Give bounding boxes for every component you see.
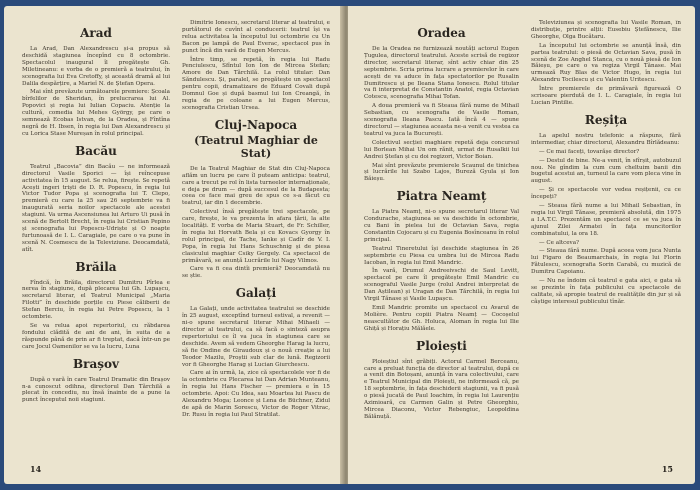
article-paragraph: Mai sînt prevăzute următoarele premiere: Școala bîrfelilor de Sheridan, în prelucrarea lui Al. Popovici și regia lui Iulian Copaciu. Atenție la cultură, comedia lui Mehes György, pe care o semnează Ecobas Istvan, de la Oradea, și Fîntîna negră de H. Ibsen, în regia lui Dan Alexandrescu și cu Lorica Stase Mureșan în rolul principal. bbox=[22, 89, 170, 137]
section-heading: Piatra Neamț bbox=[396, 189, 487, 204]
article-paragraph: Teatrul „Bacovia” din Bacău — ne informează directorul Vasile Sporici — își reîncepuse activitatea în 15 august. Se relua, firește. Se repetă Acești ingeri triști de D. R. Popescu, în regia lui Victor Tudor Popa și scenografia lui T. Clepo, premieră cu care la 25 sau 26 septembrie va fi inaugurată seria noilor spectacole ale acestei stagiuni. Va urma Ascensiunea lui Arturo Ui pusă în scenă de Bertolt Brecht, în regia lui Cristian Pepino și scenografia lui Popescu-Udriște și O noapte furtunoasă de I. L. Caragiale, pe care o va pune în scenă N. Cosmescu de la Televiziune. Deocamdată, atît. bbox=[22, 163, 170, 253]
section-heading: Brăila bbox=[75, 259, 117, 274]
section-heading: Bacău bbox=[75, 143, 117, 158]
right-page-column-2 bbox=[531, 20, 681, 460]
article-paragraph: După o vară în care Teatrul Dramatic din Brașov n-a cunoscut odihna, directorul Dan Tărchilă a plecat în concediu, nu însă înainte de a pune la punct începutul noii stagiuni. bbox=[22, 376, 170, 404]
article-paragraph: — Steaua fără nume. După aceea vom juca Nunta lui Figaro de Beaumarchais, în regia lui Florin Fătulescu, scenografia Sorin Carabă, cu muzică de Dumitru Capoianu. bbox=[531, 248, 681, 276]
article-paragraph: Colectivul însă pregătește trei spectacole, pe care, firește, le va prezenta în afara țării, la alte localități. E vorba de Maria Stuart, de Fr. Schiller, în regia lui Horvath Bela și cu Kovacs Gyorgy în rolul principal, de Tache, Ianke și Cadîr de V. I. Popa, în regia lui Hans Schuschnig și de piesa clasicului maghiar Csiky Gergely. Ca spectacol de primăvară, se anunță Lucrările lui Nagy Vilmos. bbox=[182, 209, 330, 264]
right-page bbox=[348, 6, 695, 484]
article-paragraph: Se va relua apoi repertoriul, cu răbdarea fondului clădită de ani de ani, în suita de a răspunde până de prin ar fi treptat, dacă într-un pe care Jocul Oamenilor se va la lucru, Luna bbox=[22, 323, 170, 350]
article-paragraph: Televiziunea și scenografia lui Vasile Roman, în distribuție, printre alții: Eusebiu Ștefănescu, Ilie Gheorghe, Olga Bucătaru. bbox=[531, 20, 681, 40]
section-heading: Ploiești bbox=[416, 338, 467, 353]
page-number-right: 15 bbox=[661, 464, 673, 474]
article-paragraph: În vară, Drumul Andreeivschi de Saul Levitt, spectacol pe care îl pregătește Emil Mandric cu scenograful Vasile Jurge (rolul Andrei interpretat de Dan Aștilean) și Uragan de Dan Tărchilă, în regia lui Virgil Tănase și Vasile Lupașcu. bbox=[364, 268, 519, 303]
left-page-column-1 bbox=[22, 20, 170, 460]
section-heading: Brașov bbox=[73, 356, 119, 371]
page-number-left: 14 bbox=[30, 464, 42, 474]
article-paragraph: Dimitrie Ionescu, secretarul literar al teatrului, e purtătorul de cuvînt al conducerii: teatrul își va relua activitatea la începutul lui octombrie cu Un Bacon pe lampă de Paul Everac, spectacol pus în punct încă din vară de Eugen Mercus. bbox=[182, 20, 330, 54]
article-paragraph: La începutul lui octombrie se anunță însă, din partea teatrului: o piesă de Octavian Sava, pusă în scenă de Zoe Anghel Stanca, cu o nouă piesă de Ion Băieșu, pe care o va regiza Virgil Tănase. Mai urmează Ruy Blas de Victor Hugo, în regia lui Alexandru Tocilescu și cu Valentin Uritescu. bbox=[531, 42, 681, 84]
section-heading: Cluj-Napoca bbox=[214, 117, 298, 132]
article-paragraph: A doua premieră va fi Steaua fără nume de Mihail Sebastian, cu scenografia de Vasile Roman, scenografia Ileana Pascu. Iată încă 4 — spune directorul — stagiunea aceasta ne-a venit cu vestea ca teatrul va juca la București. bbox=[364, 103, 519, 137]
article-paragraph: — Și ce spectacole vor vedea reșițenii, cu ce începeți? bbox=[531, 187, 681, 201]
article-paragraph: De la Oradea ne furnizează noutăți actorul Eugen Țugulea, directorul teatrului. Aceste scrisă de regizor director, secretarul literar, sînt activ chiar din 25 septembrie. Scria prima lucrare a premierelor în care acești de va aduce în fața spectatorilor pe Rusalin Dumitrescu și pe Ileana Stana Ionescu. Rolul titular va fi interpretat de Constantin Anatol, regia Octavian Cotescu, scenografia Mihai Tofan. bbox=[364, 46, 519, 101]
article-paragraph: — Steaua fără nume a lui Mihail Sebastian, în regia lui Virgil Tănase, premieră absolută, din 1975 a I.A.T.C. Prezentăm un spectacol ce se va juca în ajunul Zilei Armatei în fața muncitorilor combinatului, la ora 18. bbox=[531, 203, 681, 237]
article-paragraph: La apelul nostru telefonic a răspuns, fără intermediar, chiar directorul, Alexandru Bîrlădeanu: bbox=[531, 132, 681, 146]
left-page-column-2 bbox=[182, 20, 330, 460]
article-paragraph: Mai sînt prevăzute premierele Scaunul de tinichea și lucrările lui Szabo Lajos, Bureză Gyula și Ion Băieșu. bbox=[364, 162, 519, 183]
article-paragraph: Între premierele de primăvară figurează O scrisoare pierdută de I. L. Caragiale, în regia lui Lucian Pintilie. bbox=[531, 86, 681, 106]
article-paragraph: Între timp, se repetă, în regia lui Radu Penciulescu, Sfîntul Ion Ion de Mircea Stefan; Amore de Dan Tărchilă. La rolul titular: Dan Săndulescu. Și, paralel, se pregătește un spectacol pentru copii, dramatizare de Eduard Covali după Domnul Goe și după basmul lui Ion Creangă, în regia de pe coloane a lui Eugen Mercus, scenografia Cristian Ursea. bbox=[182, 56, 330, 111]
article-paragraph: Care ai în urmă, la, zice că spectacolele vor fi de la octombrie cu Plecarea lui Dan Adrian Munteanu, în regia lui Hans Fischer — premiera e în 15 octombrie. Apoi: Cu Idea, sau Moartea lui Pascu de Alexandru Moga; Leonce și Lena de Büchner, Zidul de apă de Marin Sorescu, Victor de Roger Vitrac, Dr. Rusu în regia lui Paul Stratilat. bbox=[182, 370, 330, 418]
section-heading: Oradea bbox=[417, 26, 466, 40]
article-paragraph: Emil Mandric promite un spectacol cu Avarul de Molière. Pentru copiii Piatra Neamț — Cocoșelul neascultător de Gh. Holuca, Aloman în regia lui Ilie Ghiță și Horațiu Mălăele. bbox=[364, 305, 519, 332]
article-paragraph: Colectivul secției maghiare repetă deja concursul lui Borlean Mihai Un om rănit, urmat de Rusalkii lui Andrei Ștefan și cu doi regizori, Victor Boian. bbox=[364, 139, 519, 160]
article-paragraph: Ploieștiul sînt grăbiți. Actorul Carmel Berceanu, care a preluat funcția de director al teatrului, după ce a venit din Botoșani, anunță în vara colectivului, care e Teatrul Municipal din Ploiești, ne informează că, pe 18 septembrie, în fața deschiderii stagiunii, va fi pusă o piesă jucată de Paul Ioachim, în regia lui Laurențiu Azimioară, cu Carmen Galin și Petre Gheorghiu, Mircea Diaconu, Victor Rebengiuc, Leopoldina Bălănuță. bbox=[364, 358, 519, 420]
right-page-column-1 bbox=[364, 20, 519, 460]
section-heading: Galați bbox=[235, 286, 277, 301]
section-subheading: (Teatrul Maghiar de Stat) bbox=[194, 133, 318, 160]
article-paragraph: De la Teatrul Maghiar de Stat din Cluj-Napoca aflăm un lucru pe care îl puteam anticipa: teatrul, care a trecut pe rol în lista turneelor internaționale, e deja pe drum — după succesul de la Budapesta; ceea ce face mai greu de spus ce s-a făcut cu teatrul, iar din 1 decembrie. bbox=[182, 165, 330, 207]
article-paragraph: — Ce altceva? bbox=[539, 239, 580, 246]
article-paragraph: Care va fi cea dintîi premieră? Deocamdată nu se știe. bbox=[182, 266, 330, 280]
article-paragraph: — Ce mai faceți, tovarășe director? bbox=[539, 148, 640, 155]
article-paragraph: La Arad, Dan Alexandrescu și-a propus să deschidă stagiunea începînd cu 8 octombrie. Spectacolul inaugural îl pregătește Gh. Miletineanu: e vorba de o premieră a teatrului, în scenografia lui Eva Cretoffy, și această dramă al lui Dalila despărțire, a Marieî N. de Ștefan Opera. bbox=[22, 46, 170, 87]
section-heading: Reșița bbox=[584, 112, 628, 127]
article-paragraph: La Galați, unde activitatea teatrului se deschide în 25 august, exceptînd turneul estival, a revenit — ni-o spune secretarul literar Mihai Mihaeli — director al teatrului, ca să facă o sinteză asupra repertoriului ce îl va juca în stagiunea care se deschide. Avem să vedem Gheorghe Harag la lucru, să fie Ondine de Giraudoux și o nouă creație a lui Teodor Mazilu, Proștii sub clar de lună. Regizorii vor fi Gheorghe Harag și Lucian Giurchescu. bbox=[182, 306, 330, 368]
article-paragraph: La Piatra Neamț, ni-o spune secretarul literar Val Condurache, stagiunea se va deschide în octombrie, cu Bani în pielea lui de Octavian Sava, regia Constantin Cojocaru și cu Eugenia Bosînceanu în rolul principal. bbox=[364, 209, 519, 243]
section-heading: Arad bbox=[80, 26, 112, 40]
article-paragraph: — Nu ne îndoim că teatrul e gata aici, e gata să se prezinte în fața publicului cu spectacole de calitate, să apropie teatrul de realitățile din jur și să câștige interesul publicului tînăr. bbox=[531, 278, 681, 305]
article-paragraph: Fîndcă, în Brăila, directorul Dumitru Pîrlea e nerea în stagiune, după plecarea lui Gh. Lupașcu, secretarul literar, el Teatrul Municipal „Maria Filotti” în deschide porțile cu Piese căliberii de Stefan Berciu, în regia lui Petre Popescu, la 1 octombrie. bbox=[22, 279, 170, 321]
left-page bbox=[4, 6, 344, 484]
article-paragraph: Teatrul Tineretului își deschide stagiunea în 26 septembrie cu Piesa cu umbra lui de Mircea Radu Iacoban, în regia lui Emil Mandric. bbox=[364, 245, 519, 266]
article-paragraph: — Destul de bine. Ne-a venit, în sfîrșit, autobuzul nou. Ne gîndim la cum cum cheltuim banii din bugetul acestui an, turneul la care vom pleca vine în august. bbox=[531, 157, 681, 185]
